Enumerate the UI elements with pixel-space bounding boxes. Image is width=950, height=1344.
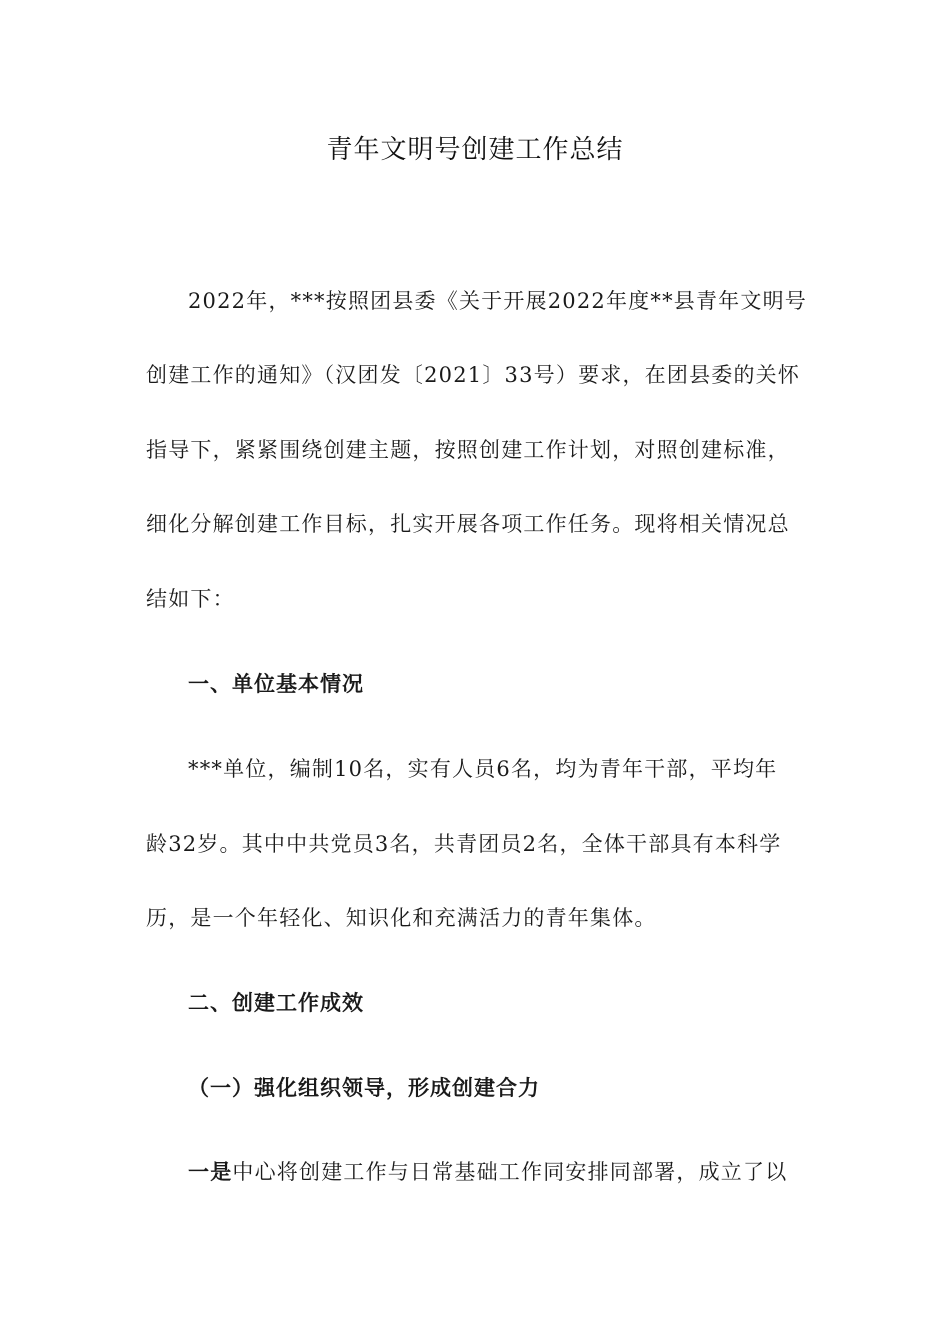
intro-line-1: 2022年，***按照团县委《关于开展2022年度**县青年文明号	[188, 289, 807, 313]
section-1-line-3: 历，是一个年轻化、知识化和充满活力的青年集体。	[146, 906, 657, 930]
intro-line-2: 创建工作的通知》（汉团发〔2021〕33号）要求，在团县委的关怀	[146, 363, 801, 387]
section-1-line-2: 龄32岁。其中中共党员3名，共青团员2名，全体干部具有本科学	[146, 832, 782, 856]
document-title: 青年文明号创建工作总结	[326, 135, 624, 165]
intro-line-4: 细化分解创建工作目标，扎实开展各项工作任务。现将相关情况总	[146, 512, 790, 536]
para-body-text: 中心将创建工作与日常基础工作同安排同部署，成立了以	[232, 1160, 788, 1184]
section-2-subheading-1: （一）强化组织领导，形成创建合力	[188, 1076, 540, 1100]
intro-line-5: 结如下：	[146, 587, 235, 611]
section-1-line-1: ***单位，编制10名，实有人员6名，均为青年干部，平均年	[188, 757, 778, 781]
section-2-heading: 二、创建工作成效	[188, 991, 364, 1015]
intro-line-3: 指导下，紧紧围绕创建主题，按照创建工作计划，对照创建标准，	[146, 438, 790, 462]
section-2-para-1-line-1	[188, 1157, 806, 1187]
section-1-heading: 一、单位基本情况	[188, 672, 364, 696]
para-lead-label: 一是	[188, 1160, 233, 1184]
